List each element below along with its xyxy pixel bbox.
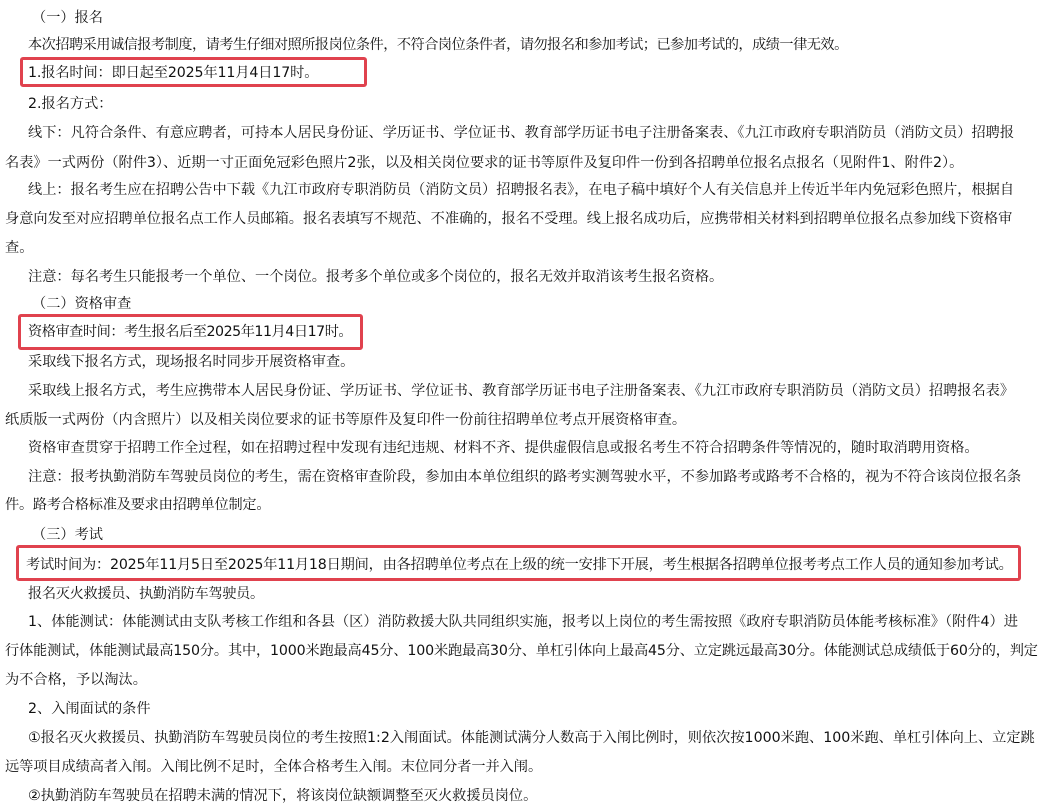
registration-time: 1.报名时间：即日起至2025年11月4日17时。 bbox=[28, 65, 319, 81]
fitness-test-line-1: 1、体能测试：体能测试由支队考核工作组和各县（区）消防救援大队共同组织实施，报考以上岗位的考生需按照《政府专职消防员体能考核标准》（附件4）进 bbox=[28, 614, 1018, 630]
online-registration-line-1: 线上：报名考生应在招聘公告中下载《九江市政府专职消防员（消防文员）招聘报名表》，在电子稿中填好个人有关信息并上传近半年内免冠彩色照片，根据自 bbox=[28, 182, 1015, 198]
offline-registration-line-2: 名表》一式两份（附件3）、近期一寸正面免冠彩色照片2张，以及相关岗位要求的证书等原件及复印件一份到各招聘单位报名点报名（见附件1、附件2）。 bbox=[5, 155, 964, 171]
registration-intro: 本次招聘采用诚信报考制度，请考生仔细对照所报岗位条件，不符合岗位条件者，请勿报名和参加考试；已参加考试的，成绩一律无效。 bbox=[28, 37, 848, 53]
qualification-note-line-2: 件。路考合格标准及要求由招聘单位制定。 bbox=[5, 497, 271, 513]
interview-condition-2: ②执勤消防车驾驶员在招聘未满的情况下，将该岗位缺额调整至灭火救援员岗位。 bbox=[28, 788, 538, 804]
online-registration-line-2: 身意向发至对应招聘单位报名点工作人员邮箱。报名表填写不规范、不准确的，报名不受理。线上报名成功后，应携带相关材料到招聘单位报名点参加线下资格审 bbox=[5, 211, 1013, 227]
qualification-online-line-1: 采取线上报名方式，考生应携带本人居民身份证、学历证书、学位证书、教育部学历证书电子注册备案表、《九江市政府专职消防员（消防文员）招聘报名表》 bbox=[28, 383, 1015, 399]
interview-condition-1-line-1: ①报名灭火救援员、执勤消防车驾驶员岗位的考生按照1:2入闱面试。体能测试满分人数高于入闱比例时，则依次按1000米跑、100米跑、单杠引体向上、立定跳 bbox=[28, 730, 1035, 746]
interview-condition-1-line-2: 远等项目成绩高者入闱。入闱比例不足时，全体合格考生入闱。末位同分者一并入闱。 bbox=[5, 759, 543, 775]
qualification-offline: 采取线下报名方式，现场报名时同步开展资格审查。 bbox=[28, 354, 355, 370]
exam-time: 考试时间为：2025年11月5日至2025年11月18日期间，由各招聘单位考点在上级的统一安排下开展，考生根据各招聘单位报考考点工作人员的通知参加考试。 bbox=[26, 557, 1013, 573]
qualification-online-line-2: 纸质版一式两份（内含照片）以及相关岗位要求的证书等原件及复印件一份前往招聘单位考点开展资格审查。 bbox=[5, 412, 687, 428]
online-registration-line-3: 查。 bbox=[5, 240, 34, 256]
offline-registration-line-1: 线下：凡符合条件、有意应聘者，可持本人居民身份证、学历证书、学位证书、教育部学历证书电子注册备案表、《九江市政府专职消防员（消防文员）招聘报 bbox=[28, 125, 1015, 141]
exam-positions: 报名灭火救援员、执勤消防车驾驶员。 bbox=[28, 586, 264, 602]
section-heading-qualification: （二）资格审查 bbox=[32, 296, 132, 312]
qualification-note-line-1: 注意：报考执勤消防车驾驶员岗位的考生，需在资格审查阶段，参加由本单位组织的路考实测驾驶水平，不参加路考或路考不合格的，视为不符合该岗位报名条 bbox=[28, 469, 1022, 485]
fitness-test-line-2: 行体能测试，体能测试最高150分。其中，1000米跑最高45分、100米跑最高30分、单杠引体向上最高45分、立定跳远最高30分。体能测试总成绩低于60分的，判定 bbox=[5, 643, 1038, 659]
fitness-test-line-3: 为不合格，予以淘汰。 bbox=[5, 672, 147, 688]
qualification-process: 资格审查贯穿于招聘工作全过程，如在招聘过程中发现有违纪违规、材料不齐、提供虚假信息或报名考生不符合招聘条件等情况的，随时取消聘用资格。 bbox=[28, 440, 979, 456]
section-heading-exam: （三）考试 bbox=[32, 527, 103, 543]
registration-method-title: 2.报名方式： bbox=[28, 96, 113, 112]
section-heading-registration: （一）报名 bbox=[32, 10, 103, 26]
registration-note: 注意：每名考生只能报考一个单位、一个岗位。报考多个单位或多个岗位的，报名无效并取消该考生报名资格。 bbox=[28, 269, 724, 285]
interview-conditions-title: 2、入闱面试的条件 bbox=[28, 701, 151, 717]
qualification-time: 资格审查时间：考生报名后至2025年11月4日17时。 bbox=[28, 324, 353, 340]
